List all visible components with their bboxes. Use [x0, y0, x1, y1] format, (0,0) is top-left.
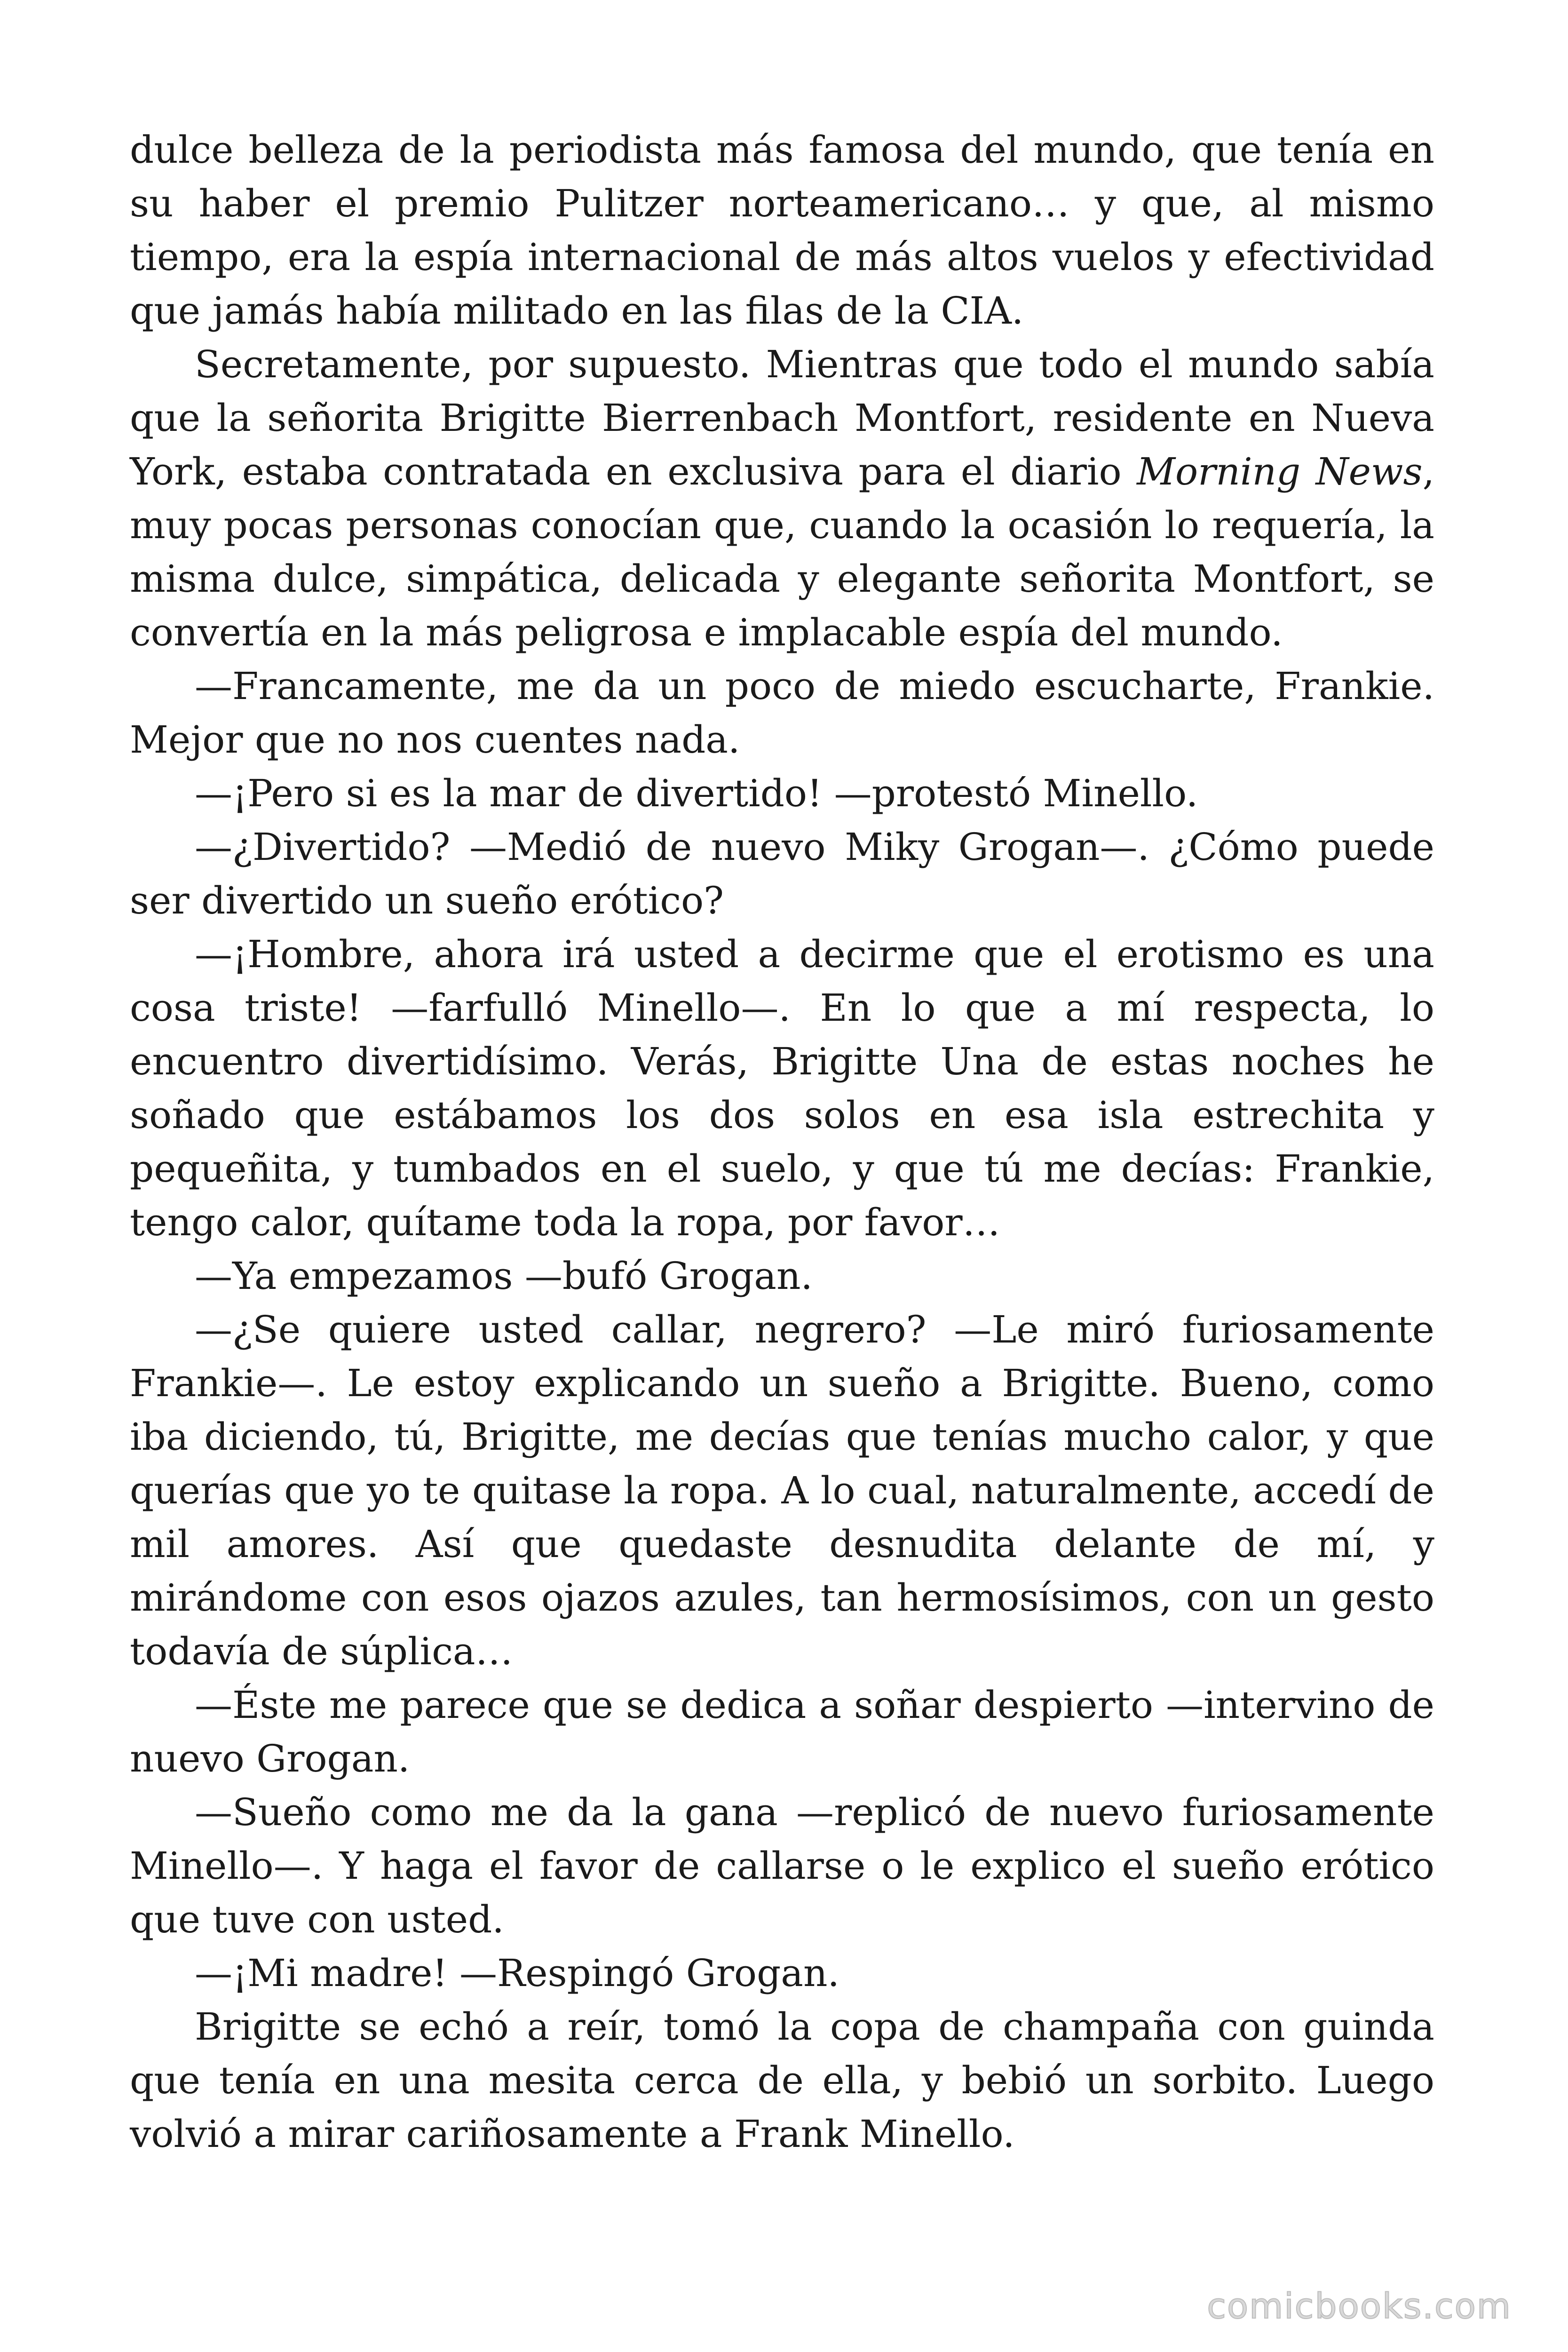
- newspaper-title: Morning News: [1137, 450, 1423, 493]
- page-body: [130, 123, 1434, 2161]
- paragraph-text: , muy pocas personas conocían que, cuando la ocasión lo requería, la misma dulce, simpática, delicada y elegante señorita Montfort, se convertía en la más peligrosa e implacable espía del mundo.: [130, 450, 1434, 654]
- dialogue-line: —¡Hombre, ahora irá usted a decirme que el erotismo es una cosa triste! —farfulló Minello—. En lo que a mí respecta, lo encuentro divertidísimo. Verás, Brigitte Una de estas noches he soñado que estábamos los dos solos en esa isla estrechita y pequeñita, y tumbados en el suelo, y que tú me decías: Frankie, tengo calor, quítame toda la ropa, por favor…: [130, 932, 1434, 1244]
- dialogue-line: —¿Se quiere usted callar, negrero? —Le miró furiosamente Frankie—. Le estoy explicando un sueño a Brigitte. Bueno, como iba diciendo, tú, Brigitte, me decías que tenías mucho calor, y que querías que yo te quitase la ropa. A lo cual, naturalmente, accedí de mil amores. Así que quedaste desnudita delante de mí, y mirándome con esos ojazos azules, tan hermosísimos, con un gesto todavía de súplica…: [130, 1308, 1434, 1673]
- dialogue-line: —Francamente, me da un poco de miedo escucharte, Frankie. Mejor que no nos cuentes nada.: [130, 664, 1434, 762]
- watermark: comicbooks.com: [1207, 2286, 1512, 2327]
- dialogue-line: —Ya empezamos —bufó Grogan.: [195, 1254, 813, 1298]
- paragraph-narration: [130, 338, 1434, 660]
- dialogue-line: —Éste me parece que se dedica a soñar despierto —intervino de nuevo Grogan.: [130, 1683, 1434, 1780]
- dialogue-line: —¡Pero si es la mar de divertido! —protestó Minello.: [195, 771, 1198, 815]
- paragraph-narration: Brigitte se echó a reír, tomó la copa de champaña con guinda que tenía en una mesita cerca de ella, y bebió un sorbito. Luego volvió a mirar cariñosamente a Frank Minello.: [130, 2005, 1434, 2156]
- paragraph-continuation: dulce belleza de la periodista más famosa del mundo, que tenía en su haber el premio Pulitzer norteamericano… y que, al mismo tiempo, era la espía internacional de más altos vuelos y efectividad que jamás había militado en las filas de la CIA.: [130, 128, 1434, 333]
- dialogue-line: —¡Mi madre! —Respingó Grogan.: [195, 1951, 839, 1995]
- dialogue-line: —¿Divertido? —Medió de nuevo Miky Grogan—. ¿Cómo puede ser divertido un sueño erótico?: [130, 825, 1434, 922]
- paragraph-text: Secretamente, por supuesto. Mientras que todo el mundo sabía que la señorita Brigitte Bierrenbach Montfort, residente en Nueva York, estaba contratada en exclusiva para el diario: [130, 342, 1434, 493]
- dialogue-line: —Sueño como me da la gana —replicó de nuevo furiosamente Minello—. Y haga el favor de callarse o le explico el sueño erótico que tuve con usted.: [130, 1790, 1434, 1941]
